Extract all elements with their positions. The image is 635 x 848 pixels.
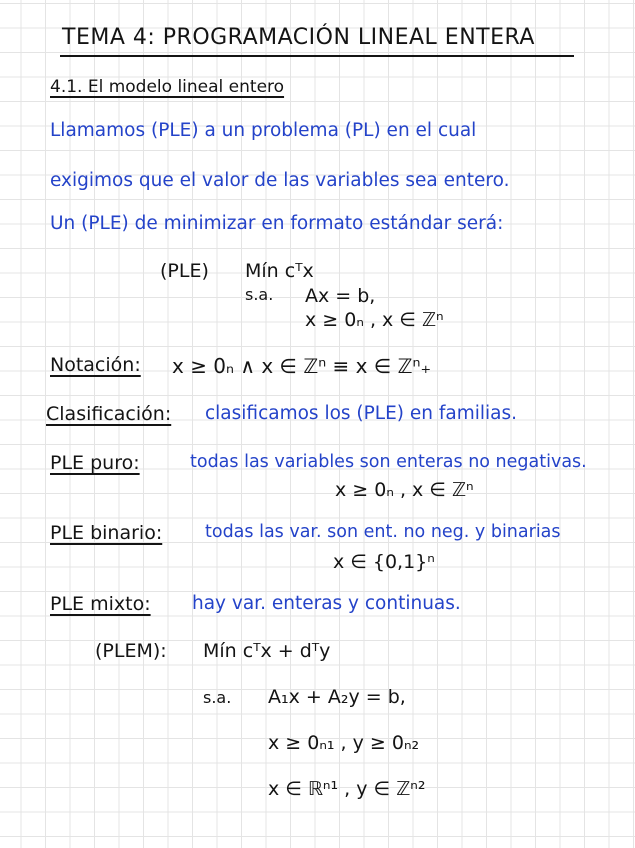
page-title: TEMA 4: PROGRAMACIÓN LINEAL ENTERA (62, 25, 535, 50)
ple-objective: Mín cᵀx (245, 260, 314, 282)
section-heading: 4.1. El modelo lineal entero (50, 77, 285, 97)
mixed-text: hay var. enteras y continuas. (192, 593, 461, 614)
binary-label: PLE binario: (50, 522, 163, 544)
pure-label: PLE puro: (50, 452, 140, 474)
plem-st-label: s.a. (203, 688, 232, 707)
plem-constraint-1: A₁x + A₂y = b, (268, 686, 406, 708)
ple-constraint-2: x ≥ 0ₙ , x ∈ ℤⁿ (305, 309, 444, 331)
notation-formula: x ≥ 0ₙ ∧ x ∈ ℤⁿ ≡ x ∈ ℤⁿ₊ (172, 354, 432, 378)
notation-label: Notación: (50, 354, 141, 376)
plem-constraint-3: x ∈ ℝⁿ¹ , y ∈ ℤⁿ² (268, 778, 426, 800)
classification-label: Clasificación: (46, 403, 172, 425)
intro-line-3: Un (PLE) de minimizar en formato estándar será: (50, 213, 504, 234)
binary-text: todas las var. son ent. no neg. y binarias (205, 522, 561, 542)
mixed-label: PLE mixto: (50, 593, 151, 615)
pure-text: todas las variables son enteras no negativas. (190, 452, 587, 472)
ple-st-label: s.a. (245, 285, 274, 304)
plem-objective: Mín cᵀx + dᵀy (203, 640, 331, 662)
ple-constraint-1: Ax = b, (305, 285, 376, 307)
plem-label: (PLEM): (95, 640, 167, 662)
classification-text: clasificamos los (PLE) en familias. (205, 403, 518, 424)
title-underline (60, 55, 574, 57)
intro-line-2: exigimos que el valor de las variables sea entero. (50, 170, 510, 191)
ple-label: (PLE) (160, 260, 209, 282)
intro-line-1: Llamamos (PLE) a un problema (PL) en el cual (50, 120, 477, 141)
plem-constraint-2: x ≥ 0ₙ₁ , y ≥ 0ₙ₂ (268, 732, 420, 754)
binary-formula: x ∈ {0,1}ⁿ (333, 551, 435, 573)
pure-formula: x ≥ 0ₙ , x ∈ ℤⁿ (335, 479, 474, 501)
